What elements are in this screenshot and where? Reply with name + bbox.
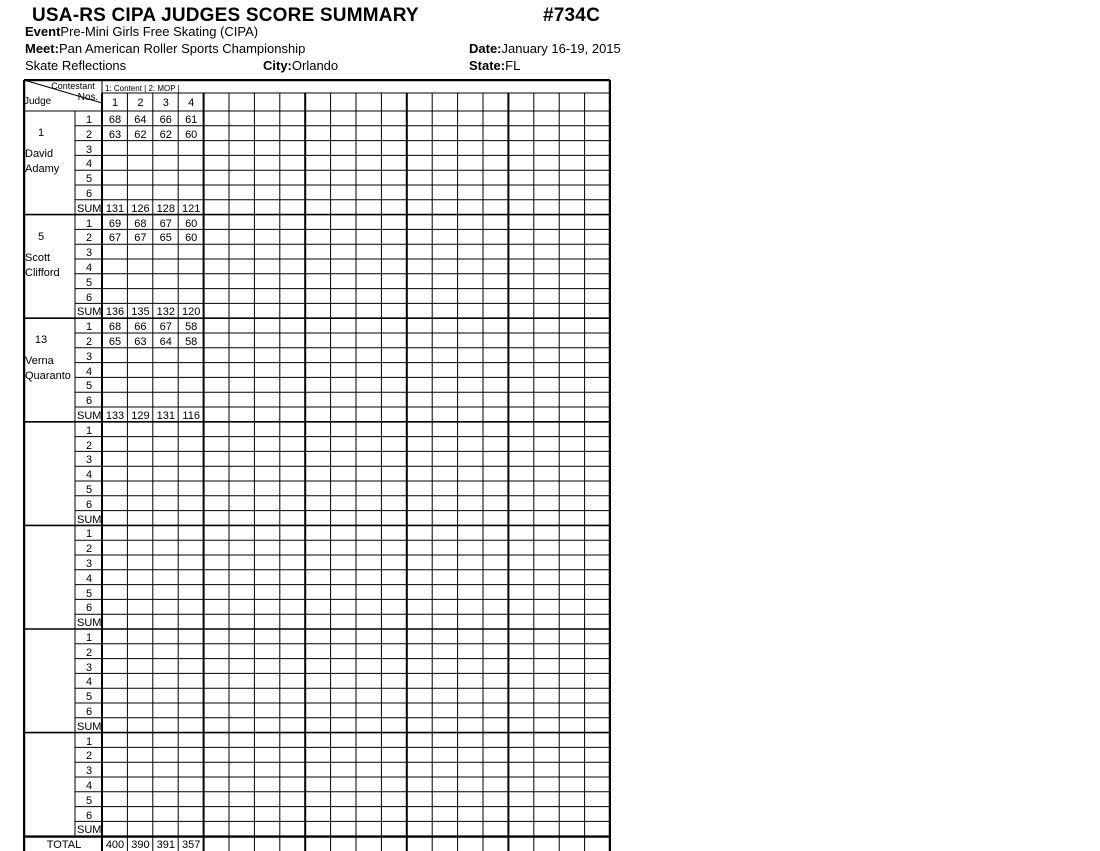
contestant-label: Contestant [51, 81, 95, 91]
sum-label: SUM [77, 824, 102, 837]
row-number: 6 [85, 188, 93, 200]
score-cell: 68 [108, 321, 122, 334]
contestant-number: 4 [188, 97, 195, 109]
judge-last-name: Clifford [25, 266, 60, 279]
sum-cell: 128 [156, 202, 175, 215]
row-number: 4 [85, 365, 93, 378]
score-cell: 63 [134, 336, 147, 348]
row-number: 2 [85, 750, 93, 763]
score-cell: 62 [159, 128, 172, 141]
row-number: 1 [85, 424, 93, 437]
score-cell: 64 [134, 114, 147, 126]
row-number: 3 [85, 454, 93, 467]
state-value: FL [505, 58, 521, 73]
sum-cell: 126 [131, 202, 150, 215]
judge-first-name: David [25, 148, 54, 160]
score-cell: 60 [185, 232, 198, 245]
city-line [263, 58, 338, 73]
score-grid [23, 79, 611, 851]
sum-cell: 116 [182, 410, 200, 422]
meet-value: Pan American Roller Sports Championship [58, 41, 306, 56]
city-value: Orlando [291, 58, 339, 73]
row-number: 1 [85, 735, 93, 748]
row-number: 2 [85, 439, 93, 452]
contestant-number: 1 [111, 97, 119, 109]
nos-label: Nos. [77, 92, 99, 103]
row-number: 5 [85, 276, 93, 289]
score-cell: 66 [159, 114, 172, 126]
state-label: State: [469, 58, 506, 73]
score-cell: 63 [108, 128, 122, 141]
sum-cell: 136 [105, 306, 125, 319]
row-number: 1 [85, 114, 93, 126]
document-number: #734C [543, 5, 600, 26]
sum-label: SUM [77, 410, 102, 422]
row-number: 3 [85, 661, 93, 674]
judge-last-name: Quaranto [25, 370, 71, 383]
judge-number: 1 [37, 127, 45, 139]
judge-last-name: Adamy [25, 163, 60, 175]
sum-label: SUM [77, 617, 102, 630]
sum-cell: 131 [156, 410, 175, 422]
sum-label: SUM [77, 202, 102, 215]
row-number: 3 [85, 247, 93, 260]
judge-first-name: Verna [25, 355, 54, 368]
date-line [469, 41, 621, 56]
row-number: 5 [85, 691, 93, 704]
score-cell: 68 [134, 217, 147, 230]
sum-cell: 133 [105, 410, 125, 422]
row-number: 4 [85, 780, 93, 792]
sum-cell: 129 [131, 410, 150, 422]
meet-label: Meet: [25, 41, 59, 56]
row-number: 4 [85, 676, 93, 689]
score-cell: 58 [185, 321, 198, 334]
row-number: 4 [85, 572, 93, 585]
total-cell: 357 [182, 839, 201, 851]
row-number: 2 [85, 646, 93, 659]
score-cell: 67 [108, 232, 122, 245]
judge-first-name: Scott [25, 251, 51, 264]
row-number: 5 [85, 380, 93, 393]
row-number: 3 [85, 350, 93, 363]
score-cell: 67 [159, 321, 172, 334]
row-number: 5 [85, 794, 93, 807]
row-number: 6 [85, 291, 93, 304]
score-cell: 61 [185, 114, 198, 126]
row-number: 3 [85, 765, 93, 778]
row-number: 6 [85, 706, 93, 718]
row-number: 1 [85, 632, 93, 644]
sum-label: SUM [77, 720, 102, 733]
row-number: 3 [85, 143, 93, 156]
score-cell: 68 [108, 114, 122, 126]
score-cell: 65 [159, 232, 172, 245]
row-number: 5 [85, 173, 93, 186]
row-number: 4 [85, 158, 93, 171]
sum-label: SUM [77, 306, 102, 319]
judge-number: 5 [37, 230, 45, 243]
row-number: 6 [85, 602, 93, 615]
judge-label: Judge [24, 96, 52, 107]
score-cell: 60 [185, 128, 198, 141]
row-number: 4 [85, 469, 93, 482]
row-number: 4 [85, 262, 93, 274]
row-number: 2 [85, 543, 93, 556]
row-number: 1 [85, 321, 93, 334]
city-label: City: [263, 58, 292, 73]
score-cell: 67 [134, 232, 147, 245]
row-number: 2 [85, 232, 93, 245]
date-label: Date: [469, 41, 502, 56]
club-name: Skate Reflections [25, 58, 127, 73]
score-cell: 62 [134, 128, 147, 141]
row-number: 6 [85, 395, 93, 408]
contestant-number: 3 [162, 97, 169, 109]
state-line [469, 58, 520, 73]
sum-cell: 131 [105, 202, 125, 215]
row-number: 2 [85, 336, 93, 348]
judge-number: 13 [34, 334, 48, 347]
sum-cell: 121 [182, 202, 201, 215]
score-table [23, 79, 611, 851]
total-cell: 390 [131, 839, 150, 851]
row-number: 6 [85, 498, 93, 511]
event-line [25, 24, 258, 39]
score-cell: 67 [159, 217, 172, 230]
score-cell: 64 [159, 336, 172, 348]
sum-cell: 135 [131, 306, 150, 319]
date-value: January 16-19, 2015 [501, 41, 621, 56]
sum-cell: 120 [182, 306, 201, 319]
score-cell: 60 [185, 217, 198, 230]
score-cell: 58 [185, 336, 198, 348]
score-cell: 69 [108, 217, 122, 230]
row-number: 6 [85, 809, 93, 822]
row-number: 5 [85, 484, 93, 496]
meet-line [25, 41, 305, 56]
sum-cell: 132 [156, 306, 175, 319]
row-number: 5 [85, 587, 93, 600]
row-number: 3 [85, 558, 93, 570]
event-label: Event [25, 24, 61, 39]
row-number: 2 [85, 128, 93, 141]
score-cell: 66 [134, 321, 147, 334]
total-cell: 391 [156, 839, 175, 851]
contestant-number: 2 [137, 97, 144, 109]
total-cell: 400 [105, 839, 125, 851]
sum-label: SUM [77, 513, 102, 526]
row-number: 1 [85, 217, 93, 230]
total-label: TOTAL [46, 839, 82, 851]
event-value: Pre-Mini Girls Free Skating (CIPA) [60, 24, 259, 39]
score-cell: 65 [108, 336, 122, 348]
row-number: 1 [85, 528, 93, 541]
score-legend: 1: Content | 2: MOP | [105, 84, 180, 93]
document-title: USA-RS CIPA JUDGES SCORE SUMMARY [32, 5, 419, 26]
